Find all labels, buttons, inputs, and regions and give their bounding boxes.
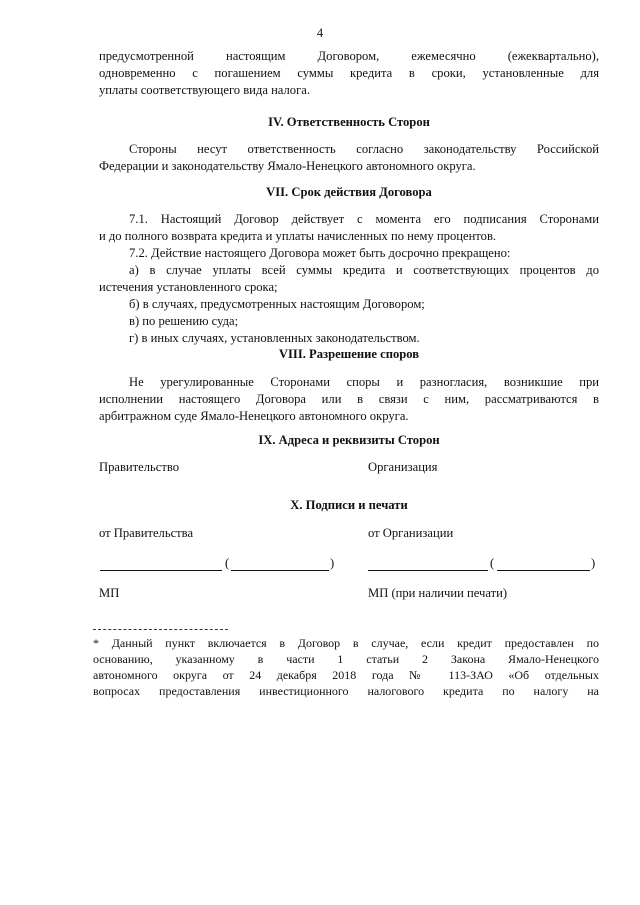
text-line: одновременно с погашением суммы кредита в сроки, установленные для [99,66,599,80]
signature-line-organization [368,570,488,571]
text-line: арбитражном суде Ямало-Ненецкого автономного округа. [99,409,409,423]
text-line: Федерации и законодательству Ямало-Ненецкого автономного округа. [99,159,476,173]
text-line: Не урегулированные Сторонами споры и разногласия, возникшие при [129,375,599,389]
text-line: 7.2. Действие настоящего Договора может быть досрочно прекращено: [129,246,511,260]
paren-close: ) [591,556,596,570]
section-heading-disputes: VIII. Разрешение споров [278,347,420,361]
text-line: б) в случаях, предусмотренных настоящим Договором; [129,297,425,311]
name-line-government [231,570,329,571]
footnote-line: вопросах предоставления инвестиционного налогового кредита по налогу на [93,684,599,698]
text-line: Стороны несут ответственность согласно законодательству Российской [129,142,599,156]
text-line: исполнении настоящего Договора или в связи с ним, рассматриваются в [99,392,599,406]
section-heading-responsibility: IV. Ответственность Сторон [268,115,430,129]
section-heading-term: VII. Срок действия Договора [266,185,432,199]
stamp-government: МП [99,586,120,600]
text-line: истечения установленного срока; [99,280,278,294]
stamp-organization: МП (при наличии печати) [368,586,508,600]
footnote-line: * Данный пункт включается в Договор в случае, если кредит предоставлен по [93,636,599,650]
text-line: в) по решению суда; [129,314,239,328]
responsibility-paragraph [99,141,599,175]
paren-close: ) [330,556,335,570]
intro-paragraph [99,48,599,99]
text-line: предусмотренной настоящим Договором, ежемесячно (ежеквартально), [99,49,599,63]
text-line: 7.1. Настоящий Договор действует с момента его подписания Сторонами [129,212,599,226]
name-line-organization [497,570,590,571]
party-government: Правительство [99,460,180,474]
text-line: а) в случае уплаты всей суммы кредита и соответствующих процентов до [129,263,599,277]
paren-open: ( [490,556,495,570]
section-heading-signatures: X. Подписи и печати [290,498,408,512]
signatory-organization: от Организации [368,526,454,540]
footnote-separator [93,629,228,630]
paren-open: ( [225,556,230,570]
text-line: и до полного возврата кредита и уплаты начисленных по нему процентов. [99,229,497,243]
footnote-line: основанию, указанному в части 1 статьи 2 Закона Ямало-Ненецкого [93,652,599,666]
signatory-government: от Правительства [99,526,194,540]
section-heading-addresses: IX. Адреса и реквизиты Сторон [258,433,440,447]
disputes-paragraph [99,374,599,425]
party-organization: Организация [368,460,438,474]
page-number: 4 [316,26,324,40]
text-line: г) в иных случаях, установленных законодательством. [129,331,420,345]
footnote [93,635,599,699]
term-paragraphs [99,211,599,347]
footnote-line: автономного округа от 24 декабря 2018 года № 113-ЗАО «Об отдельных [93,668,599,682]
signature-line-government [100,570,222,571]
text-line: уплаты соответствующего вида налога. [99,83,310,97]
